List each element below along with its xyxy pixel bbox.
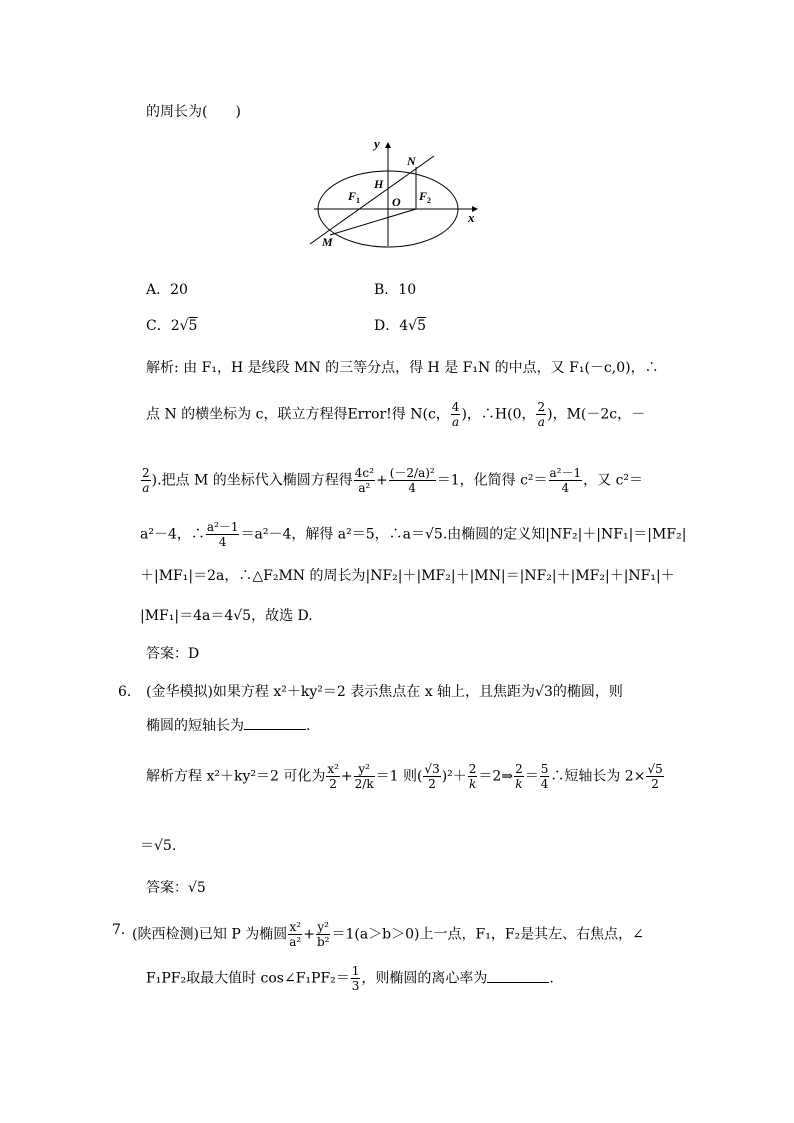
q6-solution: 解析方程 x²＋ky²＝2 可化为 $\frac{\text{x²}}{2}$ + $\frac{\text{y²}}{2/k}$ ＝1 则( $\frac{√3}{2}$ )²＋ $\frac{2}{k}$ ＝2⇒ $\frac{2}{k}$ ＝ $\frac{5}{4}$ ∴短轴长为 2× $\frac{√5}{2}$ [146,762,663,791]
option-d: D．4√5 [374,318,426,334]
q5-answer: 答案：D [146,646,200,662]
answer-blank[interactable] [487,970,549,983]
y-axis-arrow [385,142,391,148]
label-x: x [468,210,475,225]
label-f2-sub: 2 [427,196,431,205]
ellipse-figure [300,134,490,250]
q5-solution-line1: 解析: 由 F₁，H 是线段 MN 的三等分点，得 H 是 F₁N 的中点，又 F₁(－c,0)，∴ [146,360,659,376]
option-a: A．20 [146,282,188,298]
option-b: B．10 [374,282,417,298]
q5-solution-line2: 点 N 的横坐标为 c，联立方程得Error!得 N(c， $\frac{4}{a}$ )，∴H(0， $\frac{2}{a}$ )，M(－2c，－ [146,400,646,429]
q6-solution-result: ＝√5. [140,838,177,854]
answer-blank[interactable] [244,717,306,730]
q7-number: 7． [112,922,135,938]
label-f1-sub: 1 [356,196,360,205]
q6-answer: 答案：√5 [146,880,206,896]
q6-stem-line1: (金华模拟)如果方程 x²＋ky²＝2 表示焦点在 x 轴上，且焦距为√3的椭圆，则 [146,684,623,700]
q6-number: 6． [118,684,141,700]
q5-solution-line5: ＋|MF₁|＝2a，∴△F₂MN 的周长为|NF₂|＋|MF₂|＋|MN|＝|NF₂|＋|MF₂|＋|NF₁|＋ [140,568,675,584]
option-c: C．2√5 [146,318,198,334]
label-y: y [374,136,380,151]
q6-stem-line2: 椭圆的短轴长为 . [146,718,311,734]
q5-solution-line3: $\frac{2}{a}$ ).把点 M 的坐标代入椭圆方程得 $\frac{\text{4c²}}{\text{a²}}$ + $\frac{\text{(－2/a)²}}{4}$ ＝1，化简得 c²＝ $\frac{\text{a²－1}}{4}$ ，又 c²＝ [142,466,644,495]
q7-stem-line2: F₁PF₂取最大值时 cos∠F₁PF₂＝ $\frac{1}{3}$ ，则椭圆的离心率为 . [146,964,554,993]
label-f1: F [348,189,357,203]
q5-solution-line4: a²－4，∴ $\frac{\text{a²－1}}{4}$ ＝a²－4，解得 a²＝5，∴a＝√5.由椭圆的定义知|NF₂|＋|NF₁|＝|MF₂| [140,520,687,549]
q7-stem-line1: (陕西检测)已知 P 为椭圆 $\frac{\text{x²}}{\text{a²}}$ + $\frac{\text{y²}}{\text{b²}}$ ＝1(a＞b＞0)上一点，F₁，F₂是其左、右焦点，∠ [132,920,644,949]
q5-solution-line6: |MF₁|＝4a＝4√5，故选 D. [140,608,313,624]
label-n: N [407,154,416,168]
label-m: M [322,235,333,249]
label-h: H [374,177,384,191]
label-o: O [392,195,401,209]
line-mf2 [330,209,416,235]
line-mn [310,156,434,244]
label-f2: F [419,189,428,203]
q5-stem-tail: 的周长为( ) [146,104,241,120]
